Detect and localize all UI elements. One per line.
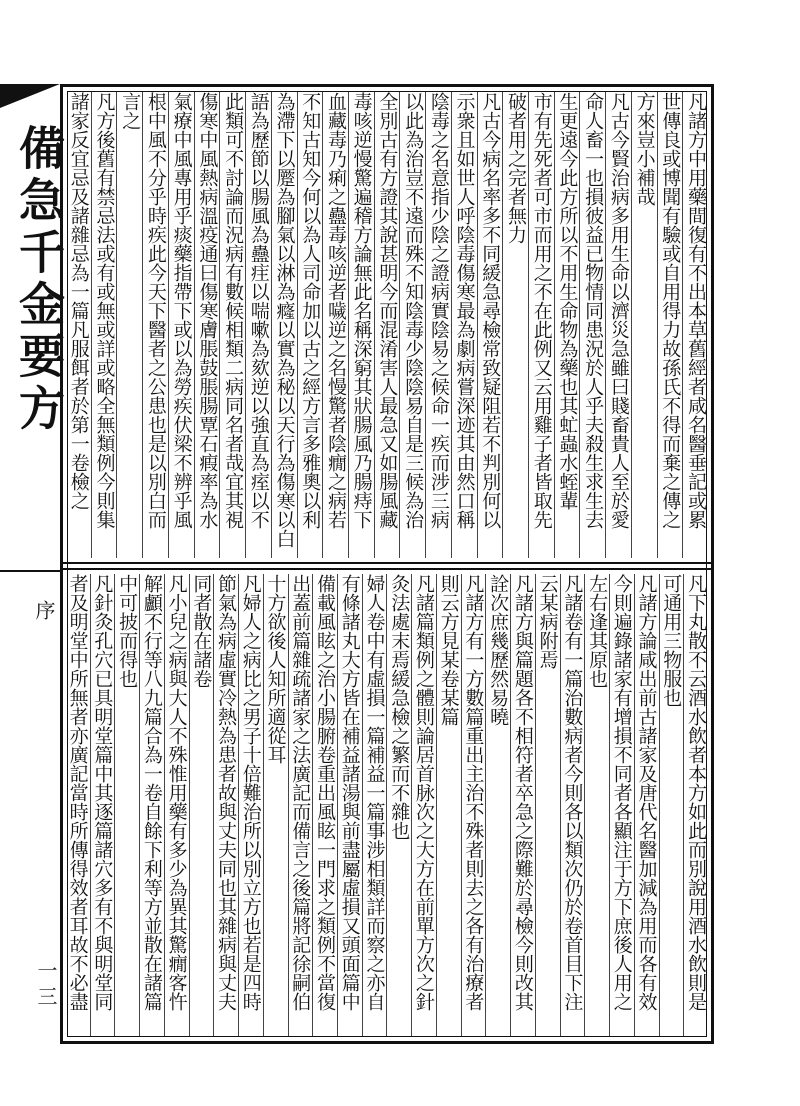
- text-column: 方來豈小補哉: [631, 92, 657, 558]
- text-column: 解顱不行等八九篇合為一卷自餘下利等方並散在諸篇: [139, 574, 164, 1036]
- text-column: 諸家反宜忌及諸雜忌為一篇凡服餌者於第一卷檢之: [67, 92, 90, 510]
- text-column: 凡方後舊有禁忌法或有或無或詳或略全無類例今則集: [91, 92, 117, 558]
- text-column: 凡諸方與篇題各不相符者卒急之際難於尋檢今則改其: [510, 574, 535, 1036]
- section-label: 序: [32, 600, 56, 620]
- upper-text-block: [66, 92, 708, 558]
- middle-divider: [60, 562, 714, 564]
- text-column: 婦人卷中有虛損一篇補益一篇事涉相類詳而察之亦自: [362, 574, 387, 1036]
- text-column: 以此為治豈不遠而殊不知陰毒少陰陰易自是三候為治: [399, 92, 425, 558]
- text-column: 陰毒之名意指少陰之證病實陰易之候命一疾而涉三病: [425, 92, 451, 558]
- text-column: 不知古知今何以為人司命加以古之經方言多雅奧以利: [297, 92, 323, 558]
- lower-text-block: [66, 574, 708, 1036]
- text-column: 十方欲後人知所適從耳: [263, 574, 288, 1036]
- text-column: 左右逢其原也: [584, 574, 609, 1036]
- text-column: 有條諸丸大方皆在補益諸湯與前盡屬虛損又頭面篇中: [337, 574, 362, 1036]
- text-column: 言之: [116, 92, 142, 558]
- book-title-block: [0, 84, 66, 574]
- text-column: 同者散在諸卷: [189, 574, 214, 1036]
- text-column: 為滯下以蹷為腳氣以淋為癃以實為秘以天行為傷寒以白: [271, 92, 297, 558]
- text-column: 示衆且如世人呼陰毒傷寒最為劇病嘗深迹其由然口稱: [451, 92, 477, 558]
- text-column: 可通用三物服也: [659, 574, 684, 1036]
- text-column: 傷寒中風熱病溫疫通曰傷寒膚脹鼓脹腸覃石瘕率為水: [194, 92, 220, 558]
- text-column: 血藏毒乃痢之蠱毒咳逆者噦逆之名慢驚者陰癇之病若: [322, 92, 348, 558]
- text-column: 破者用之完者無力: [502, 92, 528, 558]
- text-column: 凡諸卷有一篇治數病者今則各以類次仍於卷首目下注: [560, 574, 585, 1036]
- text-column: 凡諸方論咸出前古諸家及唐代名醫加減為用而各有效: [634, 574, 659, 1036]
- text-column: 世傳良或博聞有驗或自用得力故孫氏不得而棄之傳之: [657, 92, 683, 558]
- text-column: 凡諸篇類例之體則論居首脉次之大方在前單方次之針: [411, 574, 436, 1036]
- text-column: 根中風不分乎時疾此今天下醫者之公患也是以別白而: [142, 92, 168, 558]
- page-number: 一三: [34, 960, 58, 1012]
- text-column: 凡針灸孔穴已具明堂篇中其逐篇諸穴多有不與明堂同: [90, 574, 115, 1036]
- text-column: 全別古有方證其說甚明今而混淆害人最急又如腸風藏: [374, 92, 400, 558]
- text-column: 生更遠今此方所以不用生命物為藥也其虻蟲水蛭輩: [554, 92, 580, 558]
- text-column: 此類可不討論而況病有數候相類二病同名者哉宜其視: [219, 92, 245, 558]
- text-column: 者及明堂中所無者亦廣記當時所傳得效者耳故不必盡: [66, 574, 89, 1011]
- text-column: 凡古今病名率多不同緩急尋檢常致疑阻若不判別何以: [477, 92, 503, 558]
- text-column: 今則遍錄諸家有增損不同者各顯注于方下庶後人用之: [609, 574, 634, 1036]
- text-column: 凡婦人之病比之男子十倍難治所以別立方也若是四時: [238, 574, 263, 1036]
- text-column: 節氣為病虛實冷熱為患者故與丈夫同也其雜病與丈夫: [213, 574, 238, 1036]
- text-column: 凡下丸散不云酒水飲者本方如此而別說用酒水飲則是: [683, 574, 708, 1036]
- text-column: 則云方見某卷某篇: [436, 574, 461, 1036]
- text-column: 凡小兒之病與大人不殊惟用藥有多少為異其驚癇客忤: [164, 574, 189, 1036]
- text-column: 云某病附焉: [535, 574, 560, 1036]
- text-column: 灸法處末焉緩急檢之繁而不雜也: [386, 574, 411, 1036]
- text-column: 凡古今賢治病多用生命以濟災急雖曰賤畜貴人至於愛: [605, 92, 631, 558]
- middle-divider-2: [60, 568, 714, 570]
- side-divider: [0, 570, 60, 572]
- text-column: 出蓋前篇雜疏諸家之法廣記而備言之後篇將記徐嗣伯: [288, 574, 313, 1036]
- text-column: 凡諸方有一方數篇重出主治不殊者則去之各有治療者: [461, 574, 486, 1036]
- text-column: 命人畜一也損彼益已物情同患況於人乎夫殺生求生去: [579, 92, 605, 558]
- title-flag-mark: [0, 84, 60, 108]
- text-column: 詮次庶幾歷然易曉: [485, 574, 510, 1036]
- text-column: 市有先死者可市而用之不在此例又云用雞子者皆取先: [528, 92, 554, 558]
- text-column: 中可披而得也: [114, 574, 139, 1036]
- text-column: 凡諸方中用藥間復有不出本草舊經者咸名醫垂記或累: [682, 92, 708, 558]
- book-title: 備急千金要方: [12, 124, 66, 436]
- text-column: 備載風眩之治小腸腑卷重出風眩一門求之類例不當復: [312, 574, 337, 1036]
- text-column: 氣療中風專用乎痰藥指帶下或以為勞疾伏梁不辨乎風: [168, 92, 194, 558]
- text-column: 毒咳逆慢驚遍稽方論無此名稱深窮其狀腸風乃腸痔下: [348, 92, 374, 558]
- text-column: 語為歷節以腸風為蠱疰以喘嗽為欬逆以強直為痓以不: [245, 92, 271, 558]
